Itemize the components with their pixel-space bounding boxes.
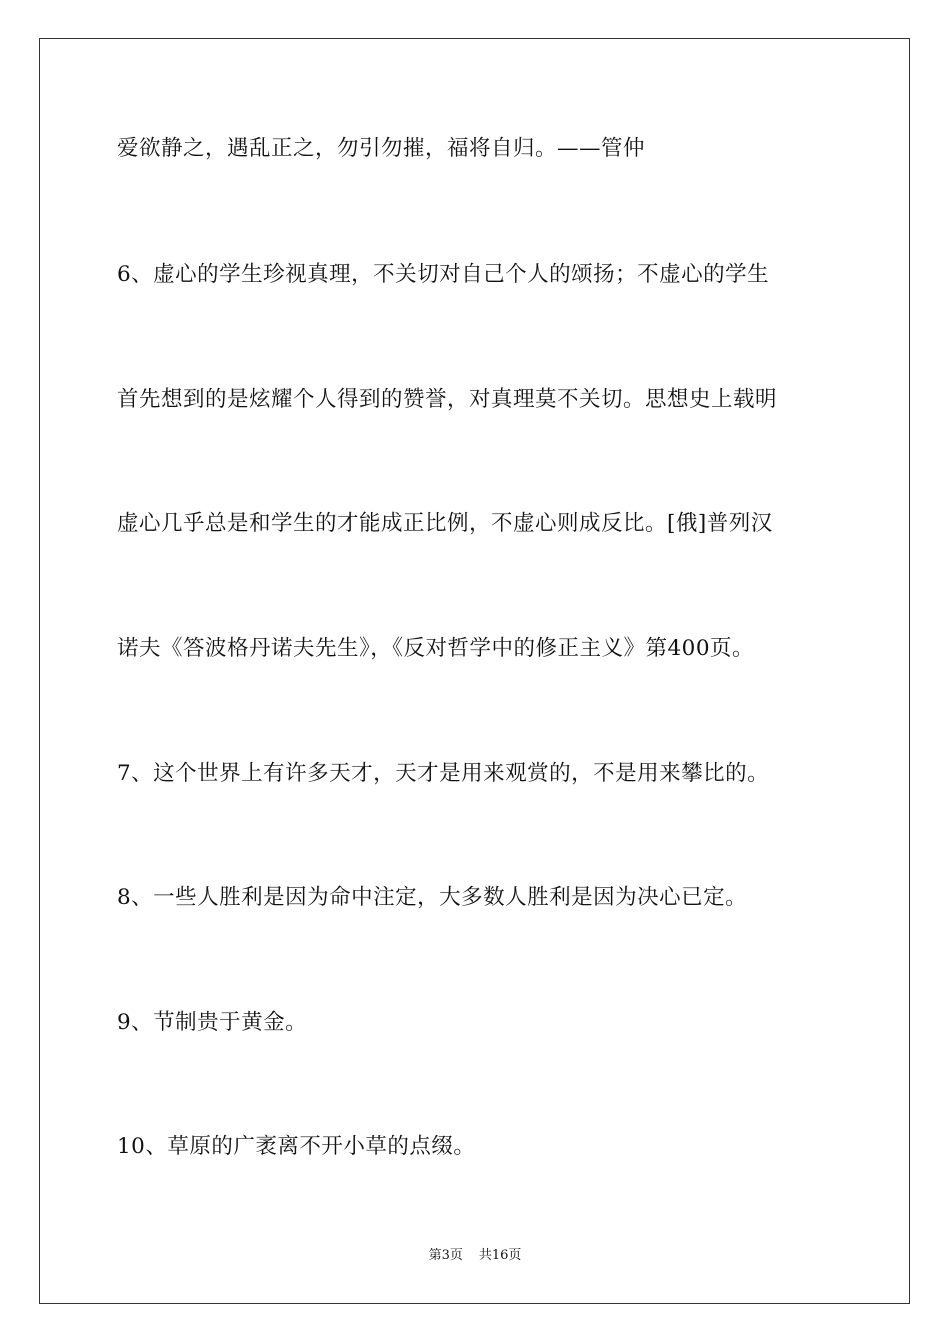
page-footer (0, 1247, 950, 1265)
page-frame (39, 38, 910, 1304)
text-line-4: 虚心几乎总是和学生的才能成正比例，不虚心则成反比。[俄]普列汉 (117, 511, 773, 536)
text-line-7: 8、一些人胜利是因为命中注定，大多数人胜利是因为决心已定。 (117, 885, 748, 910)
text-line-5: 诺夫《答波格丹诺夫先生》，《反对哲学中的修正主义》第400页。 (117, 636, 755, 661)
text-line-8: 9、节制贵于黄金。 (117, 1010, 308, 1035)
text-line-3: 首先想到的是炫耀个人得到的赞誉，对真理莫不关切。思想史上载明 (117, 387, 778, 412)
page-total: 共16页 (478, 1248, 522, 1263)
text-line-2: 6、虚心的学生珍视真理，不关切对自己个人的颂扬；不虚心的学生 (117, 262, 770, 287)
page-number: 第3页 (428, 1248, 463, 1263)
text-line-6: 7、这个世界上有许多天才，天才是用来观赏的，不是用来攀比的。 (117, 761, 770, 786)
text-line-9: 10、草原的广袤离不开小草的点缀。 (117, 1134, 476, 1159)
text-line-1: 爱欲静之，遇乱正之，勿引勿摧，福将自归。——管仲 (117, 136, 646, 161)
